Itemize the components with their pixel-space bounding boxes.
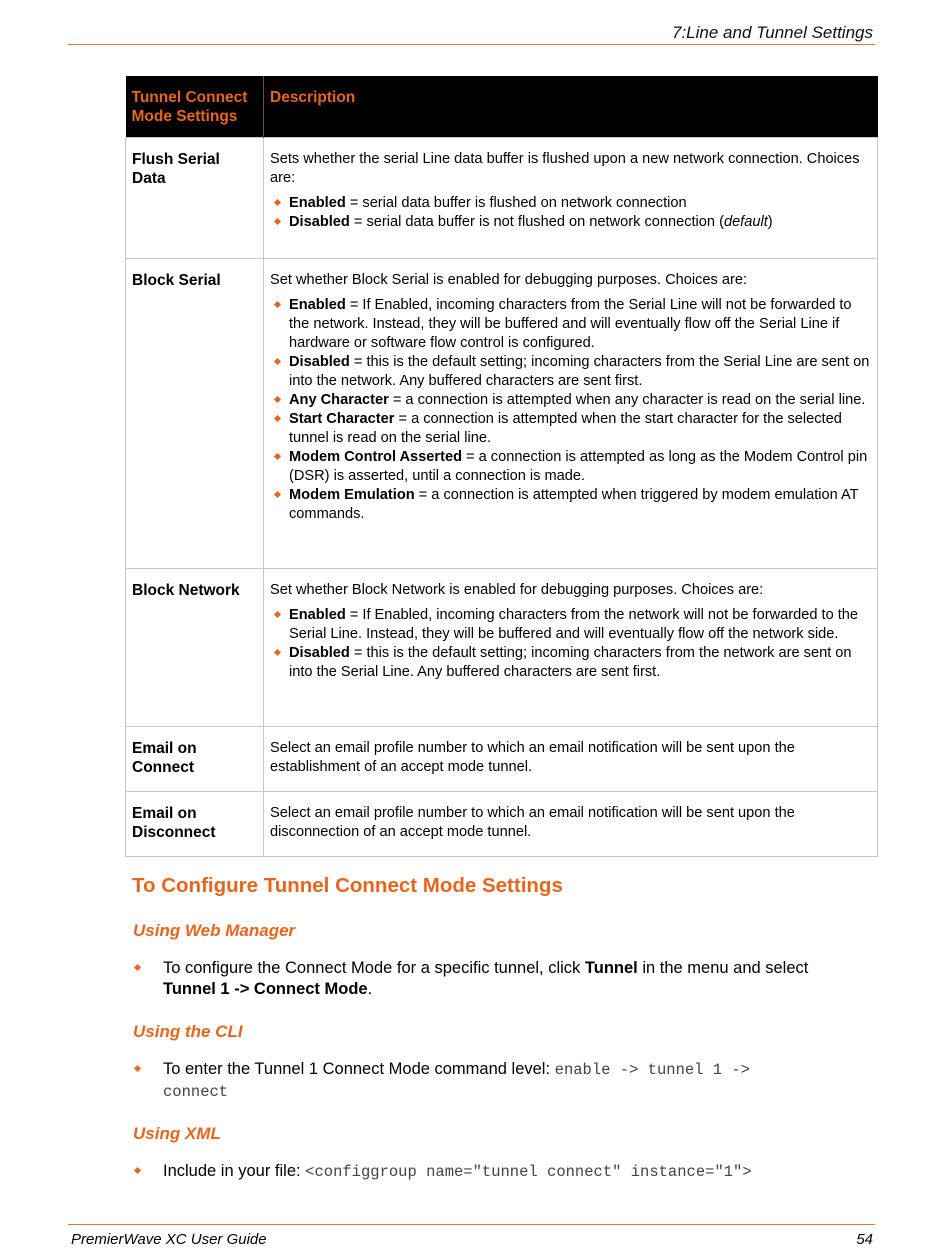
chapter-title: 7:Line and Tunnel Settings [672,23,873,42]
web-manager-instruction [163,958,863,1000]
setting-description [264,792,878,857]
choice-text-tail: ) [767,214,773,230]
list-item [289,606,871,644]
xml-snippet: <configgroup name="tunnel connect" instance="1"> [305,1163,752,1181]
footer-rule [68,1224,875,1225]
instruction-text: To enter the Tunnel 1 Connect Mode command level: [163,1060,555,1078]
description-intro: Select an email profile number to which an email notification will be sent upon the disconnection of an accept mode tunnel. [270,805,795,840]
document-title: PremierWave XC User Guide [71,1231,267,1248]
setting-name: Flush Serial Data [126,138,264,259]
instruction-text: To configure the Connect Mode for a specific tunnel, click [163,959,585,977]
choice-term: Disabled [289,354,350,370]
cli-instruction [163,1059,863,1103]
instruction-text: in the menu and select [637,959,809,977]
list-item [289,353,871,391]
choice-text: = If Enabled, incoming characters from the Serial Line will not be forwarded to the network. Instead, they will be buffered and will eventually flow off the Serial Line if hardware or software flow control is configured. [289,297,852,351]
setting-description [264,727,878,792]
table-header-row [126,76,878,138]
choice-text: = a connection is attempted as long as the Modem Control pin (DSR) is asserted, until a connection is made. [289,449,868,484]
column-header-settings: Tunnel Connect Mode Settings [126,76,264,138]
choice-term: Enabled [289,195,346,211]
choice-list [270,194,871,232]
choice-text: = If Enabled, incoming characters from the network will not be forwarded to the Serial Line. Instead, they will be buffered and will eventually flow off the network side. [289,607,859,642]
choice-term: Enabled [289,607,346,623]
description-intro: Set whether Block Serial is enabled for debugging purposes. Choices are: [270,272,748,288]
setting-name: Email on Connect [126,727,264,792]
section-heading: To Configure Tunnel Connect Mode Settings [132,874,563,897]
choice-default-note: default [723,214,768,230]
description-intro: Set whether Block Network is enabled for debugging purposes. Choices are: [270,582,764,598]
settings-table [125,76,878,857]
description-intro: Sets whether the serial Line data buffer is flushed upon a new network connection. Choices are: [270,151,860,186]
list-item [289,391,871,410]
choice-list [270,296,871,524]
choice-list [270,606,871,682]
choice-text: = a connection is attempted when any character is read on the serial line. [388,392,866,408]
table-row [126,259,878,569]
column-header-description: Description [264,76,878,138]
choice-term: Enabled [289,297,346,313]
choice-text: = a connection is attempted when the start character for the selected tunnel is read on the serial line. [289,411,842,446]
cli-command-continued: connect [163,1083,229,1101]
list-item [289,486,871,524]
description-intro: Select an email profile number to which an email notification will be sent upon the establishment of an accept mode tunnel. [270,740,795,775]
page-number: 54 [856,1231,873,1248]
choice-text: = serial data buffer is not flushed on network connection ( [349,214,724,230]
setting-description [264,569,878,727]
header-rule [68,44,875,45]
choice-term: Any Character [289,392,389,408]
setting-name: Email on Disconnect [126,792,264,857]
menu-name: Tunnel [584,959,638,977]
setting-name: Block Serial [126,259,264,569]
instruction-text: Include in your file: [163,1162,306,1180]
instruction-text: . [367,980,373,998]
choice-text: = a connection is attempted when triggered by modem emulation AT commands. [289,487,859,522]
menu-path: Tunnel 1 -> Connect Mode [163,980,368,998]
list-item [289,296,871,353]
table-row [126,569,878,727]
list-item [289,194,871,213]
choice-term: Modem Emulation [289,487,415,503]
setting-description [264,138,878,259]
choice-term: Disabled [289,214,350,230]
choice-text: = this is the default setting; incoming characters from the network are sent on into the Serial Line. Any buffered characters are sent first. [289,645,852,680]
setting-description [264,259,878,569]
cli-command: enable -> tunnel 1 -> [554,1061,750,1079]
choice-text: = serial data buffer is flushed on network connection [345,195,687,211]
subheading-web-manager: Using Web Manager [133,921,296,940]
table-row [126,138,878,259]
list-item [289,644,871,682]
choice-term: Start Character [289,411,395,427]
choice-text: = this is the default setting; incoming characters from the Serial Line are sent on into the network. Any buffered characters are sent first. [289,354,870,389]
table-row [126,792,878,857]
subheading-cli: Using the CLI [133,1022,243,1041]
choice-term: Modem Control Asserted [289,449,462,465]
xml-instruction [163,1161,863,1183]
subheading-xml: Using XML [133,1124,221,1143]
list-item [289,213,871,232]
list-item [289,410,871,448]
table-row [126,727,878,792]
choice-term: Disabled [289,645,350,661]
setting-name: Block Network [126,569,264,727]
list-item [289,448,871,486]
